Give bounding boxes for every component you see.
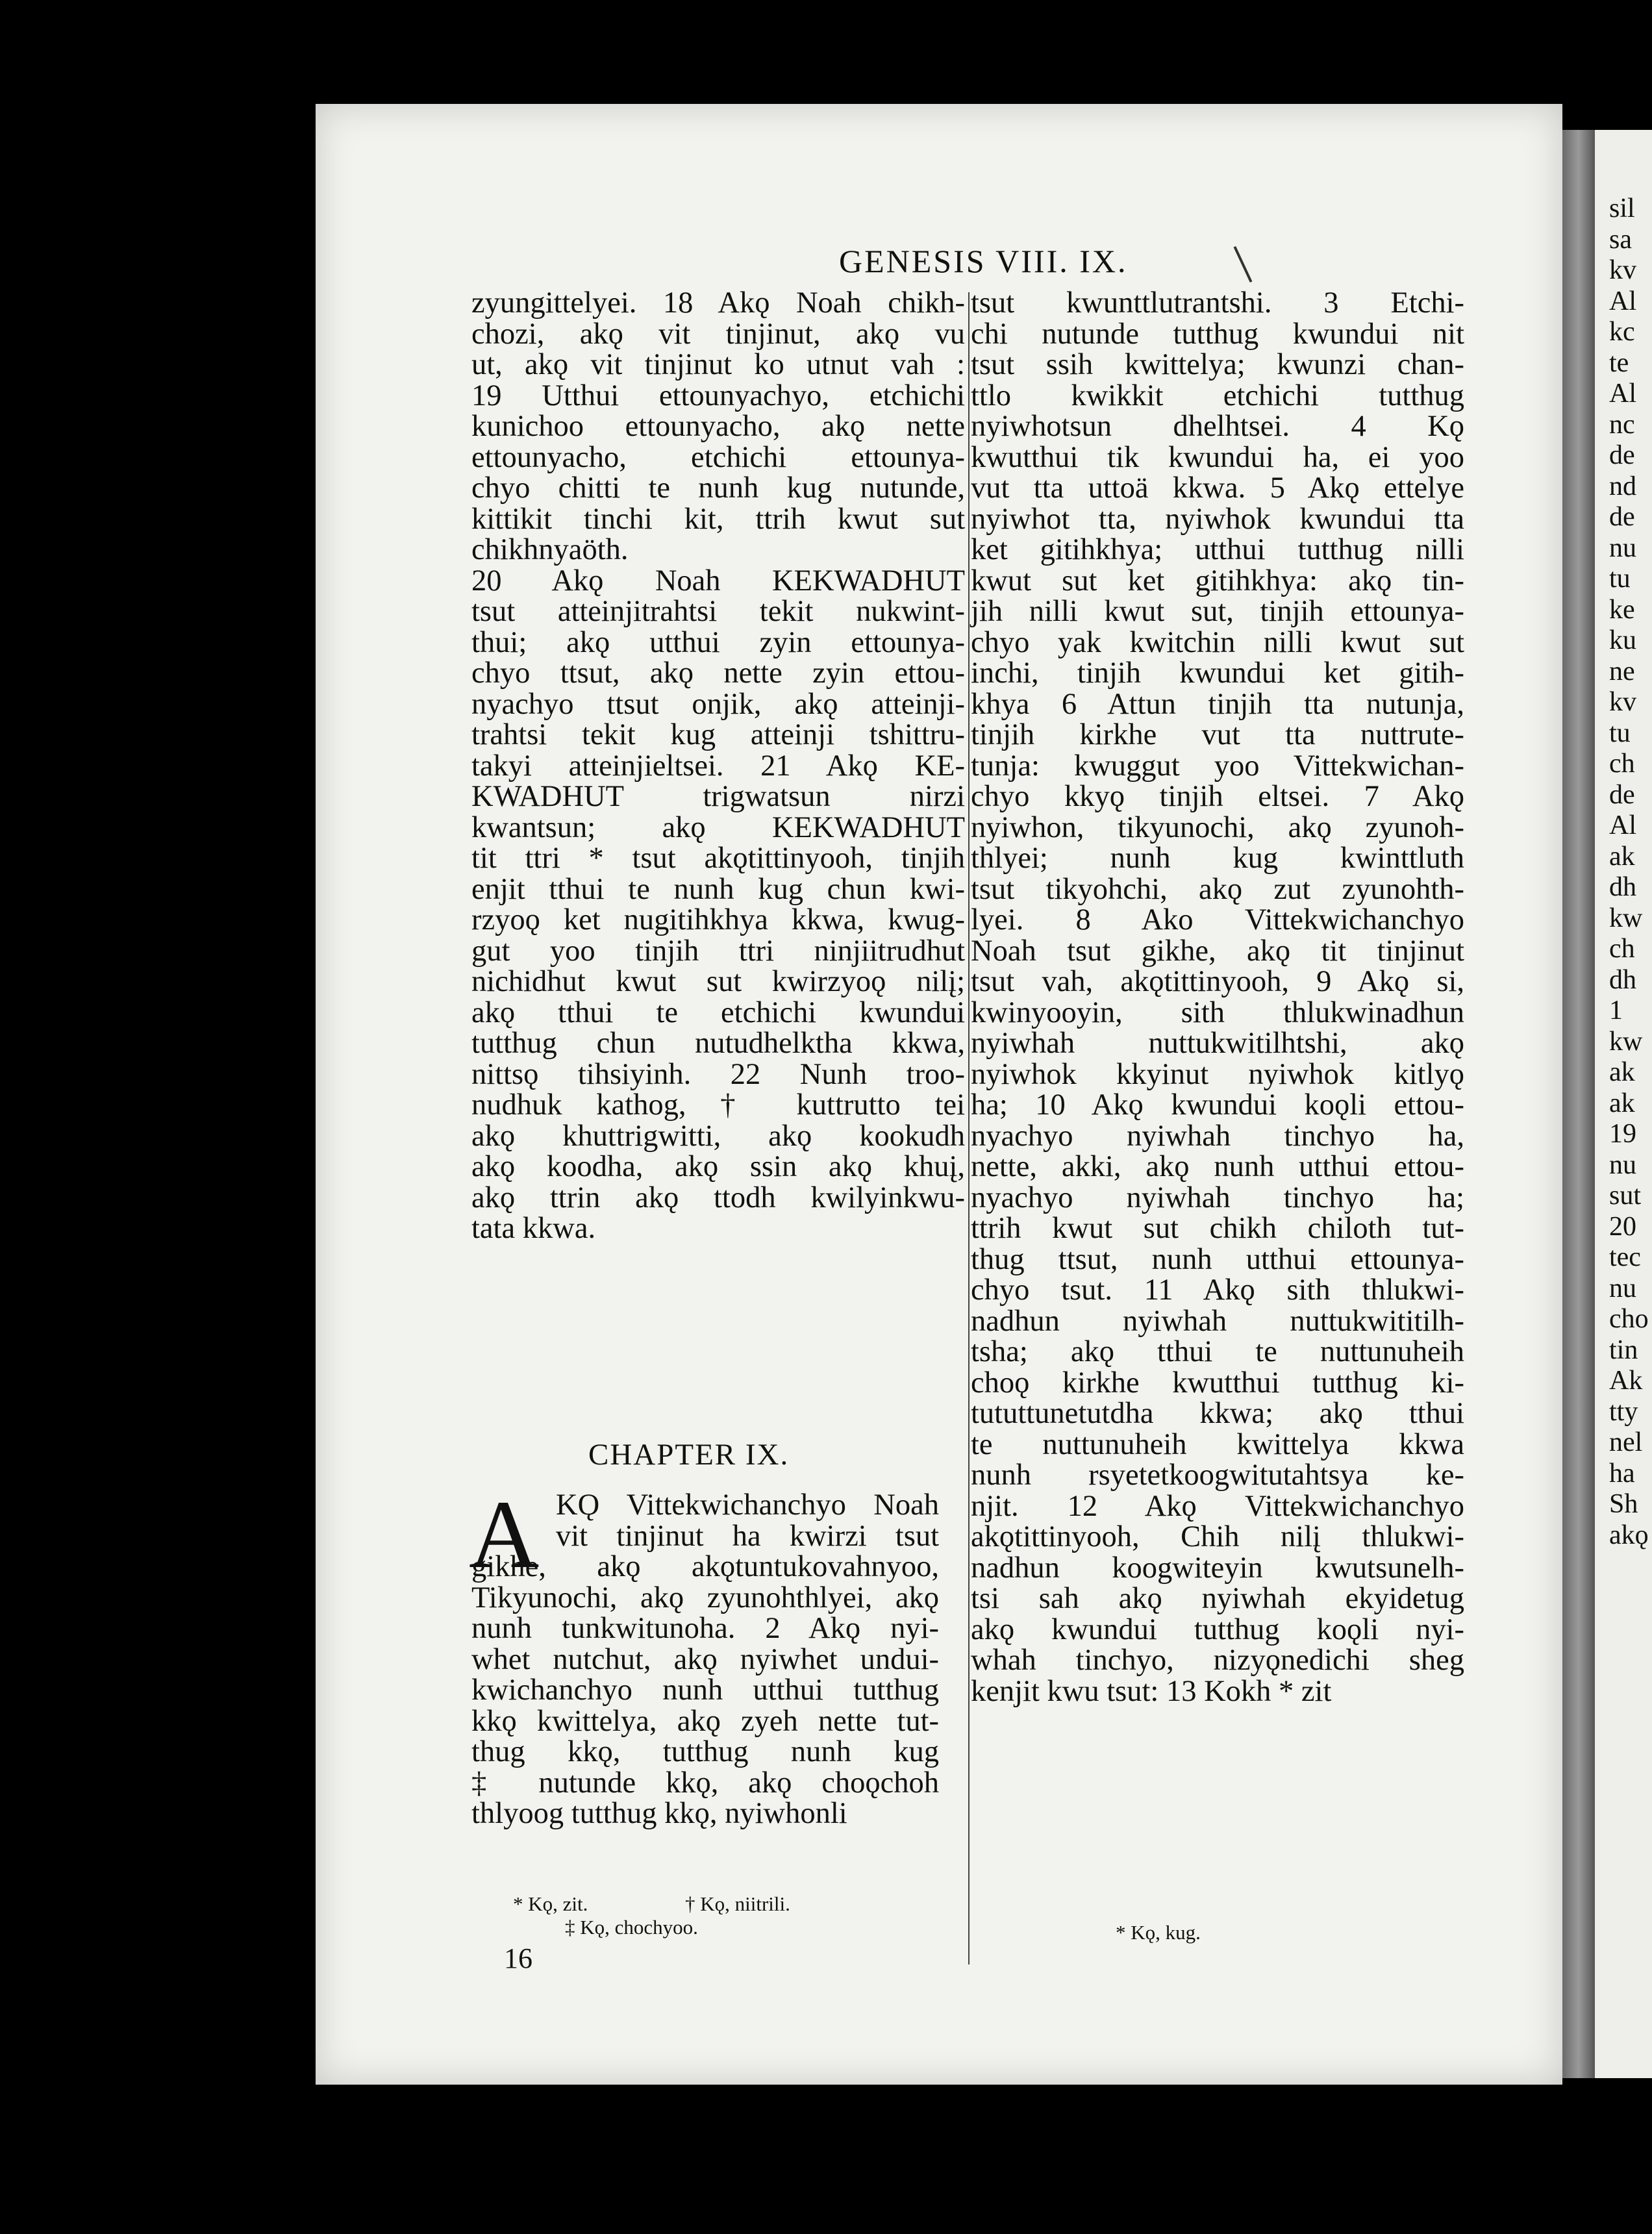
chapter-heading: CHAPTER IX.: [588, 1438, 790, 1472]
drop-cap: A: [469, 1481, 540, 1588]
text-line: tututtunetutdha kkwa; akǫ tthui: [971, 1397, 1464, 1430]
next-page-text: ke: [1609, 594, 1635, 625]
next-page-text: Al: [1609, 810, 1636, 840]
text-line: tsut kwunttlutrantshi. 3 Etchi-: [971, 286, 1464, 320]
text-line: nichidhut kwut sut kwirzyoǫ nilį;: [471, 965, 965, 998]
next-page-text: akǫ: [1609, 1520, 1649, 1550]
text-line: tinjih kirkhe vut tta nuttrute-: [971, 718, 1464, 751]
text-line: ettounyacho, etchichi ettounya-: [471, 440, 965, 474]
next-page-text: ak: [1609, 1057, 1635, 1087]
text-line: nadhun koogwiteyin kwutsunelh-: [971, 1551, 1464, 1585]
next-page-text: ch: [1609, 934, 1635, 964]
text-line: tsut ssih kwittelya; kwunzi chan-: [971, 348, 1464, 381]
text-line: gut yoo tinjih ttri ninjiitrudhut: [471, 934, 965, 968]
next-page-text: Sh: [1609, 1489, 1638, 1519]
text-line: kwinyooyin, sith thlukwinadhun: [971, 996, 1464, 1029]
text-line: lyei. 8 Ako Vittekwichanchyo: [971, 903, 1464, 936]
next-page-text: 1: [1609, 996, 1623, 1025]
next-page-text: de: [1609, 502, 1635, 532]
text-line: nunh tunkwitunoha. 2 Akǫ nyi-: [471, 1612, 939, 1645]
text-line: tsut atteinjitrahtsi tekit nukwint-: [471, 595, 965, 628]
next-page-text: kv: [1609, 255, 1636, 285]
text-line: akǫ khuttrigwitti, akǫ kookudh: [471, 1119, 965, 1153]
next-page-text: nu: [1609, 1273, 1636, 1303]
footnote-b: † Kǫ, niitrili.: [685, 1892, 790, 1915]
text-line: whet nutchut, akǫ nyiwhet undui-: [471, 1642, 939, 1676]
footnote-a: * Kǫ, zit.: [513, 1892, 588, 1915]
text-line: chyo ttsut, akǫ nette zyin ettou-: [471, 657, 965, 690]
next-page-text: cho: [1609, 1304, 1649, 1334]
text-line: kittikit tinchi kit, ttrih kwut sut: [471, 502, 965, 536]
text-line: chyo yak kwitchin nilli kwut sut: [971, 625, 1464, 659]
next-page-text: kv: [1609, 687, 1636, 717]
next-page-text: de: [1609, 779, 1635, 810]
text-line: kunichoo ettounyacho, akǫ nette: [471, 410, 965, 443]
next-page-text: ha: [1609, 1458, 1635, 1488]
text-line: kwutthui tik kwundui ha, ei yoo: [971, 440, 1464, 474]
text-line: nudhuk kathog, † kuttrutto tei: [471, 1088, 965, 1122]
next-page-text: sil: [1609, 194, 1635, 223]
text-line: njit. 12 Akǫ Vittekwichanchyo: [971, 1489, 1464, 1523]
next-page-text: kc: [1609, 317, 1635, 347]
text-line: tunja: kwuggut yoo Vittekwichan-: [971, 749, 1464, 783]
text-line: akǫ kwundui tutthug koǫli nyi-: [971, 1613, 1464, 1646]
next-page-text: ch: [1609, 749, 1635, 779]
text-line: kwichanchyo nunh utthui tutthug: [471, 1674, 939, 1707]
next-page-fragment: [1595, 130, 1652, 2078]
text-line: gikhe, akǫ akǫtuntukovahnyoo,: [471, 1550, 939, 1583]
text-line: inchi, tinjih kwundui ket gitih-: [971, 657, 1464, 690]
text-line: tata kkwa.: [471, 1212, 596, 1245]
text-line: akǫ ttrin akǫ ttodh kwilyinkwu-: [471, 1181, 965, 1214]
next-page-text: dh: [1609, 872, 1636, 902]
next-page-text: dh: [1609, 964, 1636, 995]
text-line: thui; akǫ utthui zyin ettounya-: [471, 625, 965, 659]
next-page-text: kw: [1609, 1026, 1643, 1057]
left-column: [471, 288, 965, 1244]
text-line: thlyei; nunh kug kwinttluth: [971, 842, 1464, 875]
next-page-text: nu: [1609, 1149, 1636, 1180]
next-page-text: tty: [1609, 1396, 1638, 1427]
next-page-text: tec: [1609, 1242, 1641, 1272]
text-line: nyachyo nyiwhah tinchyo ha,: [971, 1119, 1464, 1153]
text-line: vit tinjinut ha kwirzi tsut: [556, 1519, 939, 1553]
text-line: akǫ koodha, akǫ ssin akǫ khuį,: [471, 1150, 965, 1183]
text-line: kwut sut ket gitihkhya: akǫ tin-: [971, 564, 1464, 597]
next-page-text: 19: [1609, 1119, 1636, 1149]
text-line: trahtsi tekit kug atteinji tshittru-: [471, 718, 965, 751]
text-line: nittsǫ tihsiyinh. 22 Nunh troo-: [471, 1057, 965, 1091]
text-line: choǫ kirkhe kwutthui tutthug ki-: [971, 1366, 1464, 1399]
text-line: nyachyo nyiwhah tinchyo ha;: [971, 1181, 1464, 1214]
text-line: 20 Akǫ Noah KEKWADHUT: [471, 564, 965, 597]
footnote-right: * Kǫ, kug.: [1116, 1921, 1201, 1944]
text-line: thug kkǫ, tutthug nunh kug: [471, 1735, 939, 1768]
next-page-text: tu: [1609, 564, 1631, 594]
text-line: chozi, akǫ vit tinjinut, akǫ vu: [471, 317, 965, 351]
text-line: vut tta uttoä kkwa. 5 Akǫ ettelye: [971, 471, 1464, 505]
text-line: enjit tthui te nunh kug chun kwi-: [471, 872, 965, 906]
next-page-text: nd: [1609, 471, 1636, 501]
next-page-text: Al: [1609, 379, 1636, 408]
next-page-text: nel: [1609, 1427, 1643, 1457]
next-page-text: nu: [1609, 533, 1636, 563]
next-page-text: ak: [1609, 841, 1635, 872]
text-line: whah tinchyo, nizyǫnedichi sheg: [971, 1644, 1464, 1677]
text-line: nette, akki, akǫ nunh utthui ettou-: [971, 1150, 1464, 1183]
text-line: nyiwhotsun dhelhtsei. 4 Kǫ: [971, 410, 1464, 443]
next-page-text: ku: [1609, 625, 1636, 655]
text-line: ket gitihkhya; utthui tutthug nilli: [971, 533, 1464, 566]
text-line: Noah tsut gikhe, akǫ tit tinjinut: [971, 934, 1464, 968]
next-page-text: 20: [1609, 1211, 1636, 1242]
next-page-text: kw: [1609, 903, 1643, 933]
text-line: chyo chitti te nunh kug nutunde,: [471, 471, 965, 505]
text-line: chyo kkyǫ tinjih eltsei. 7 Akǫ: [971, 780, 1464, 813]
text-line: ‡ nutunde kkǫ, akǫ choǫchoh: [471, 1766, 939, 1800]
text-line: tsut tikyohchi, akǫ zut zyunohth-: [971, 872, 1464, 906]
text-line: kwantsun; akǫ KEKWADHUT: [471, 810, 965, 844]
next-page-text: ak: [1609, 1088, 1635, 1118]
column-divider: [968, 292, 970, 1964]
text-line: KWADHUT trigwatsun nirzi: [471, 780, 965, 813]
next-page-text: Al: [1609, 286, 1636, 316]
next-page-text: tin: [1609, 1335, 1638, 1365]
text-line: ha; 10 Akǫ kwundui koǫli ettou-: [971, 1088, 1464, 1122]
next-page-text: Ak: [1609, 1366, 1643, 1396]
text-line: chyo tsut. 11 Akǫ sith thlukwi-: [971, 1274, 1464, 1307]
running-head: GENESIS VIII. IX.: [839, 243, 1128, 279]
next-page-text: nc: [1609, 409, 1635, 440]
text-line: tutthug chun nutudhelktha kkwa,: [471, 1027, 965, 1060]
text-line: nyiwhon, tikyunochi, akǫ zyunoh-: [971, 810, 1464, 844]
text-line: nyachyo ttsut onjik, akǫ atteinji-: [471, 687, 965, 721]
next-page-text: de: [1609, 440, 1635, 470]
text-line: ttrih kwut sut chikh chiloth tut-: [971, 1212, 1464, 1245]
text-line: tsut vah, akǫtittinyooh, 9 Akǫ si,: [971, 965, 1464, 998]
text-line: takyi atteinjieltsei. 21 Akǫ KE-: [471, 749, 965, 783]
text-line: kenjit kwu tsut: 13 Kokh * zit: [971, 1674, 1332, 1708]
text-line: nadhun nyiwhah nuttukwititilh-: [971, 1304, 1464, 1338]
page-number: 16: [504, 1942, 532, 1974]
right-column: [971, 288, 1464, 1707]
text-line: nyiwhok kkyinut nyiwhok kitlyǫ: [971, 1057, 1464, 1091]
footnote-c: ‡ Kǫ, chochyoo.: [565, 1916, 698, 1939]
text-line: nyiwhah nuttukwitilhtshi, akǫ: [971, 1027, 1464, 1060]
text-line: ttlo kwikkit etchichi tutthug: [971, 379, 1464, 412]
next-page-text: sa: [1609, 224, 1632, 255]
text-line: chikhnyaöth.: [471, 533, 629, 566]
text-line: nyiwhot tta, nyiwhok kwundui tta: [971, 502, 1464, 536]
text-line: khya 6 Attun tinjih tta nutunja,: [971, 687, 1464, 721]
text-line: ut, akǫ vit tinjinut ko utnut vah :: [471, 348, 965, 381]
text-line: tsha; akǫ tthui te nuttunuheih: [971, 1335, 1464, 1368]
text-line: tit ttri * tsut akǫtittinyooh, tinjih: [471, 842, 965, 875]
text-line: jih nilli kwut sut, tinjih ettounya-: [971, 595, 1464, 628]
text-line: zyungittelyei. 18 Akǫ Noah chikh-: [471, 286, 965, 320]
text-line: thug ttsut, nunh utthui ettounya-: [971, 1242, 1464, 1276]
text-line: KǪ Vittekwichanchyo Noah: [556, 1488, 939, 1522]
text-line: akǫtittinyooh, Chih nilį thlukwi-: [971, 1520, 1464, 1553]
text-line: 19 Utthui ettounyachyo, etchichi: [471, 379, 965, 412]
text-line: kkǫ kwittelya, akǫ zyeh nette tut-: [471, 1704, 939, 1738]
text-line: tsi sah akǫ nyiwhah ekyidetug: [971, 1582, 1464, 1615]
text-line: te nuttunuheih kwittelya kkwa: [971, 1427, 1464, 1461]
next-page-text: te: [1609, 347, 1629, 378]
page-gutter-edge: [1562, 130, 1595, 2078]
text-line: Tikyunochi, akǫ zyunohthlyei, akǫ: [471, 1581, 939, 1614]
text-line: thlyoog tutthug kkǫ, nyiwhonli: [471, 1797, 847, 1830]
chapter-text: [471, 1490, 939, 1829]
text-line: nunh rsyetetkoogwitutahtsya ke-: [971, 1459, 1464, 1492]
text-line: rzyoǫ ket nugitihkhya kkwa, kwug-: [471, 903, 965, 936]
text-line: chi nutunde tutthug kwundui nit: [971, 317, 1464, 351]
next-page-text: tu: [1609, 718, 1631, 748]
next-page-text: ne: [1609, 656, 1635, 686]
text-line: akǫ tthui te etchichi kwundui: [471, 996, 965, 1029]
next-page-text: sut: [1609, 1181, 1642, 1211]
